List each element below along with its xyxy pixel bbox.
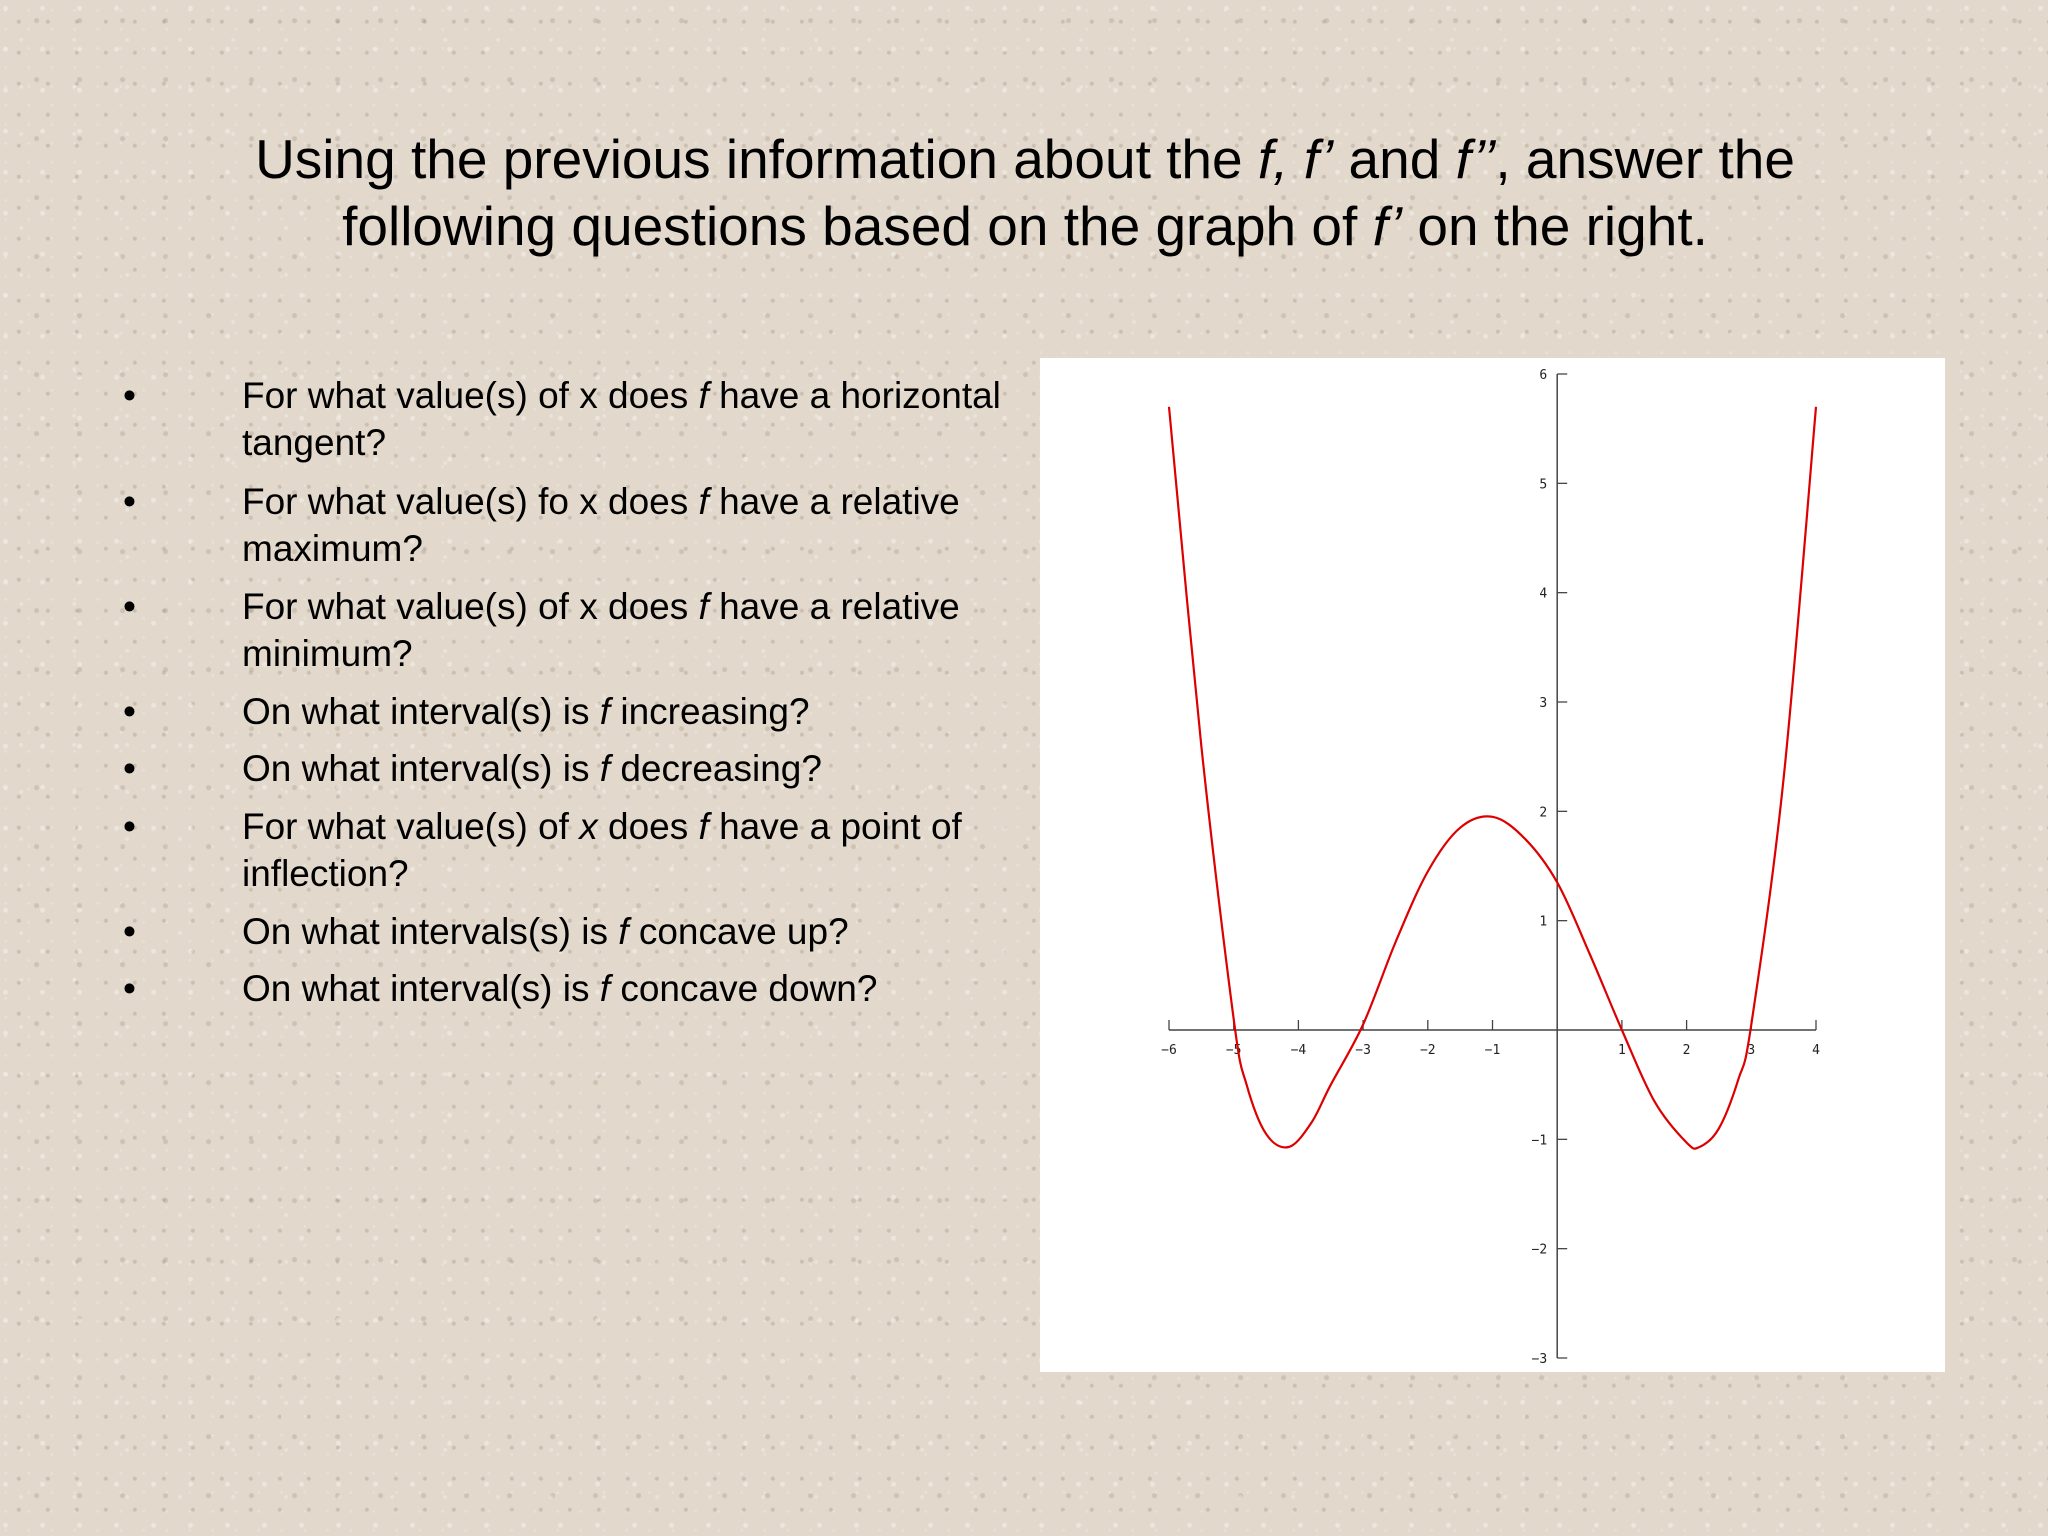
- y-tick-label: 6: [1539, 368, 1548, 383]
- title-function-f-fprime: f, f’: [1257, 128, 1334, 190]
- question-text: For what value(s) of x does f have a horizontal tangent?: [242, 375, 1001, 463]
- title-function-fdoubleprime: f’’: [1455, 128, 1496, 190]
- x-tick-label: −2: [1419, 1043, 1436, 1058]
- title-text: , answer the following questions based on the graph of: [342, 128, 1795, 257]
- bullet-icon: •: [123, 911, 136, 952]
- bullet-icon: •: [123, 586, 136, 627]
- question-text: For what value(s) fo x does f have a relative maximum?: [242, 481, 960, 569]
- x-tick-label: −6: [1161, 1043, 1177, 1058]
- graph-plot: [1040, 358, 1945, 1372]
- x-tick-label: −1: [1484, 1043, 1501, 1058]
- y-tick-label: 4: [1539, 586, 1548, 602]
- question-text: For what value(s) of x does f have a point of inflection?: [242, 806, 962, 894]
- fprime-graph: [1040, 358, 1945, 1372]
- title-text: and: [1333, 128, 1456, 190]
- question-text: On what interval(s) is f concave down?: [242, 968, 878, 1009]
- x-tick-label: 1: [1617, 1043, 1626, 1058]
- fprime-curve: [1169, 407, 1816, 1149]
- y-tick-label: 1: [1539, 914, 1548, 930]
- title-function-fprime: f’: [1372, 195, 1403, 257]
- x-tick-label: −5: [1225, 1043, 1242, 1058]
- x-tick-label: −4: [1290, 1043, 1307, 1058]
- y-tick-label: 5: [1539, 477, 1548, 493]
- x-tick-label: −3: [1355, 1043, 1371, 1058]
- question-text: On what interval(s) is f decreasing?: [242, 748, 822, 789]
- question-text: On what interval(s) is f increasing?: [242, 691, 810, 732]
- bullet-icon: •: [123, 968, 136, 1009]
- y-tick-label: 3: [1539, 696, 1548, 711]
- question-list: [0, 0, 1040, 1100]
- bullet-icon: •: [123, 375, 136, 416]
- question-text: On what intervals(s) is f concave up?: [242, 911, 849, 952]
- y-tick-label: −1: [1531, 1133, 1548, 1149]
- y-tick-label: −3: [1531, 1352, 1548, 1367]
- x-tick-label: 4: [1812, 1043, 1820, 1058]
- y-tick-label: −2: [1531, 1242, 1548, 1258]
- title-text: Using the previous information about the: [255, 128, 1258, 190]
- x-tick-label: 3: [1747, 1043, 1756, 1058]
- title-text: on the right.: [1402, 195, 1708, 257]
- x-tick-label: 2: [1682, 1043, 1691, 1058]
- y-tick-label: 2: [1539, 805, 1548, 821]
- question-text: For what value(s) of x does f have a relative minimum?: [242, 586, 960, 674]
- bullet-icon: •: [123, 691, 136, 732]
- bullet-icon: •: [123, 748, 136, 789]
- bullet-icon: •: [123, 481, 136, 522]
- bullet-icon: •: [123, 806, 136, 847]
